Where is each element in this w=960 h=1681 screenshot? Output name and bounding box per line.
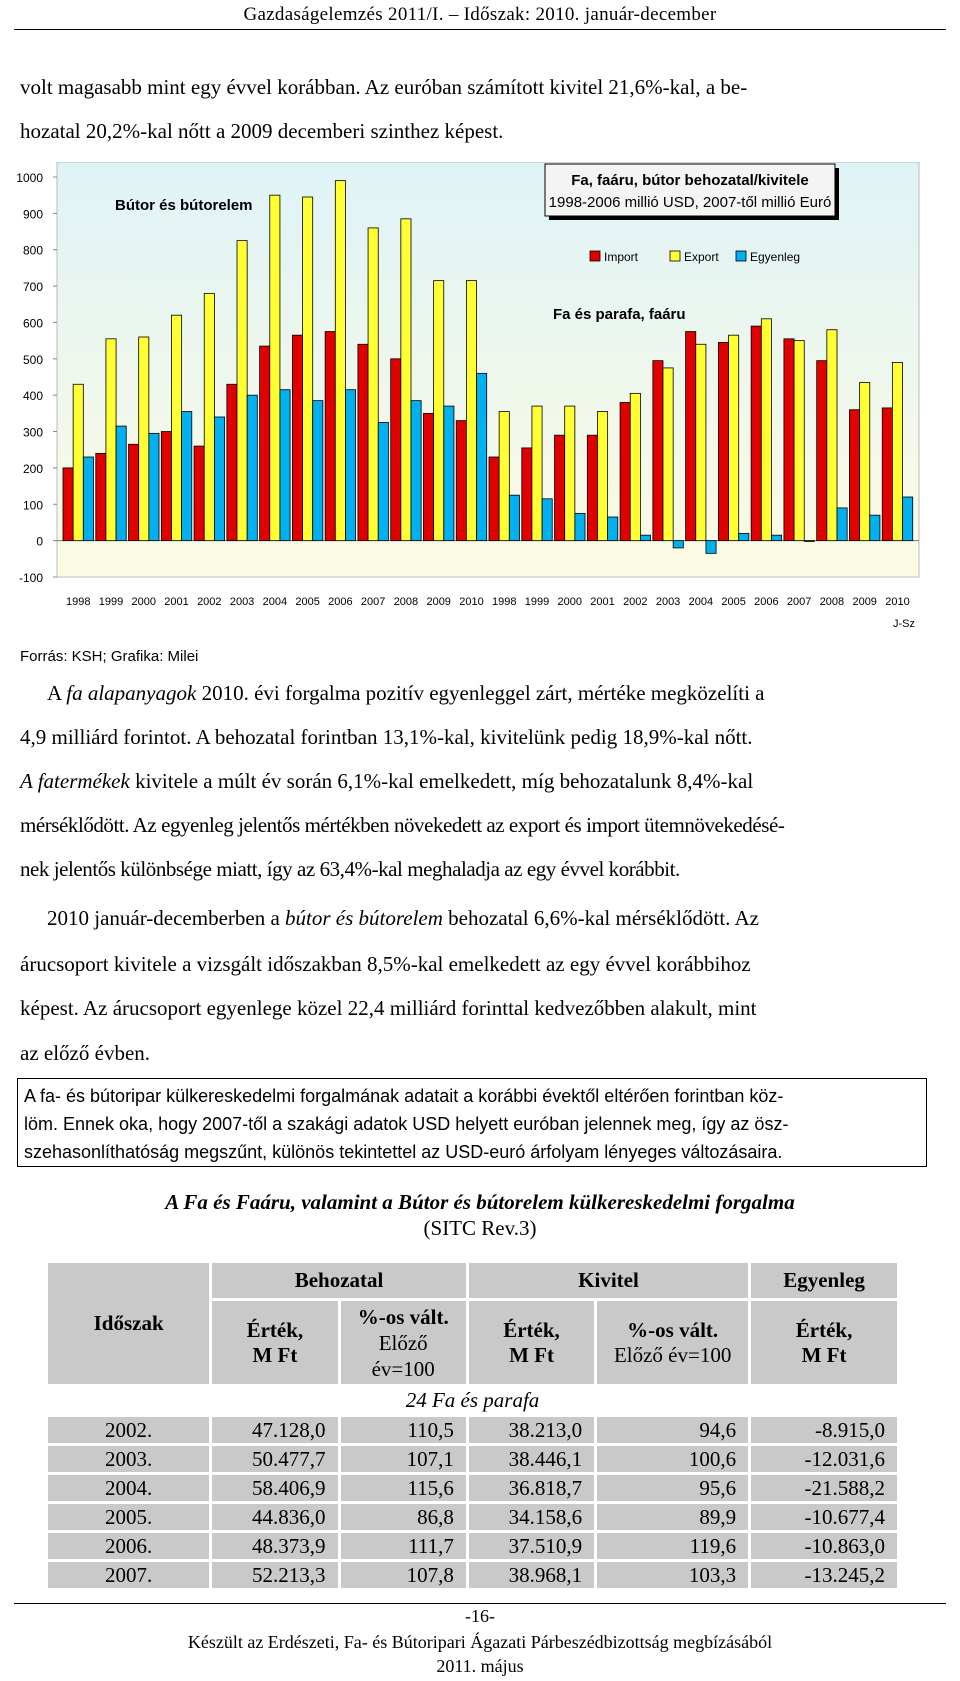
cell-value: 107,8 — [339, 1561, 467, 1590]
intro-line-1: volt magasabb mint egy évvel korábban. Az euróban számított kivitel 21,6%-kal, a be- — [20, 75, 748, 99]
x-tick-label: 2000 — [131, 596, 157, 608]
bar-import — [817, 361, 827, 541]
legend-label-egyenleg: Egyenleg — [750, 250, 801, 264]
header-export-value — [467, 1300, 595, 1386]
table-section-label: 24 Fa és parafa — [47, 1386, 899, 1416]
para2-line-4: az előző évben. — [20, 1041, 151, 1065]
cell-value: 111,7 — [339, 1532, 467, 1561]
y-tick-label: 600 — [22, 316, 43, 331]
x-tick-label: 2001 — [590, 596, 615, 608]
bar-import — [194, 446, 204, 541]
note-box — [17, 1078, 927, 1167]
chart-credit: J-Sz — [893, 618, 915, 630]
x-tick-label: 2009 — [852, 596, 877, 608]
cell-period: 2002. — [47, 1416, 211, 1445]
bar-egyenleg — [771, 535, 781, 540]
y-tick-label: 1000 — [16, 171, 43, 185]
chart-svg — [0, 162, 925, 652]
header-balance-value — [750, 1300, 899, 1386]
bar-import — [522, 448, 532, 541]
footer-line-2: 2011. május — [436, 1656, 524, 1676]
header-import-value — [211, 1300, 339, 1386]
header-export-pct — [596, 1300, 750, 1386]
para1-l1-italic: fa alapanyagok — [66, 681, 197, 705]
bar-import — [423, 413, 433, 540]
x-tick-label: 2005 — [721, 596, 746, 608]
cell-value: 95,6 — [596, 1474, 750, 1503]
para2-l1-pre: 2010 január-decemberben a — [47, 906, 286, 930]
cell-value: 38.968,1 — [467, 1561, 595, 1590]
note-line-3: szehasonlíthatóság megszűnt, különös tekintettel az USD-euró árfolyam lényeges változásaira. — [24, 1142, 783, 1162]
bar-export — [827, 330, 837, 541]
table-row — [47, 1503, 899, 1532]
para2-line-2: árucsoport kivitele a vizsgált időszakban 8,5%-kal emelkedett az egy évvel korábbihoz — [20, 952, 751, 976]
bar-import — [161, 432, 171, 541]
bar-egyenleg — [83, 457, 93, 541]
x-tick-label: 2002 — [197, 596, 222, 608]
bar-egyenleg — [214, 417, 224, 541]
cell-value: 94,6 — [596, 1416, 750, 1445]
x-tick-label: 2003 — [655, 596, 681, 608]
bar-export — [565, 406, 575, 541]
hdr-pct-l2: Előző — [378, 1330, 428, 1355]
legend-swatch-import — [590, 251, 600, 261]
cell-value: 107,1 — [339, 1445, 467, 1474]
bar-import — [882, 408, 892, 541]
bar-export — [335, 181, 345, 541]
y-tick-label: 900 — [22, 207, 43, 222]
bar-import — [227, 384, 237, 540]
bar-export — [368, 228, 378, 541]
bar-egyenleg — [280, 390, 290, 541]
bar-export — [499, 412, 509, 541]
table-subtitle: (SITC Rev.3) — [423, 1216, 537, 1240]
hdr-pct-b-l1: %-os vált. — [627, 1317, 719, 1342]
para1-line-5: nek jelentős különbsége miatt, így az 63,4%-kal meghaladja az egy évvel korábbit. — [20, 857, 680, 881]
bar-import — [292, 335, 302, 540]
hdr-value-l2c: M Ft — [801, 1342, 847, 1367]
table-row — [47, 1474, 899, 1503]
bar-export — [729, 335, 739, 540]
bar-egyenleg — [804, 541, 814, 542]
trade-chart — [0, 162, 925, 652]
x-tick-label: 2005 — [295, 596, 320, 608]
bar-egyenleg — [149, 433, 159, 540]
x-tick-label: 1998 — [65, 596, 91, 608]
bar-export — [696, 344, 706, 540]
cell-value: 86,8 — [339, 1503, 467, 1532]
x-tick-label: 2009 — [426, 596, 451, 608]
y-tick-label: 300 — [22, 425, 43, 440]
bar-export — [73, 384, 83, 540]
table-row — [47, 1532, 899, 1561]
x-tick-label: 1999 — [524, 596, 550, 608]
bar-export — [171, 315, 181, 540]
y-tick-label: 400 — [22, 389, 43, 404]
header-import-pct — [339, 1300, 467, 1386]
bar-egyenleg — [739, 533, 749, 540]
bar-export — [532, 406, 542, 541]
x-tick-label: 2007 — [786, 596, 812, 608]
chart-source: Forrás: KSH; Grafika: Milei — [20, 648, 199, 665]
legend-swatch-export — [670, 251, 680, 261]
bar-export — [892, 362, 902, 540]
para1-line-2: 4,9 milliárd forintot. A behozatal forintban 13,1%-kal, kivitelünk pedig 18,9%-kal nőtt. — [20, 725, 753, 749]
hdr-value-l1b: Érték, — [503, 1317, 560, 1342]
cell-value: 34.158,6 — [467, 1503, 595, 1532]
cell-value: -8.915,0 — [750, 1416, 899, 1445]
bar-export — [860, 382, 870, 540]
bar-egyenleg — [116, 426, 126, 541]
cell-period: 2006. — [47, 1532, 211, 1561]
x-tick-label: 2004 — [262, 596, 288, 608]
para2-line-3: képest. Az árucsoport egyenlege közel 22,4 milliárd forinttal kedvezőbben alakult, mint — [20, 996, 757, 1020]
chart-subtitle: 1998-2006 millió USD, 2007-től millió Euró — [548, 194, 832, 211]
cell-value: 47.128,0 — [211, 1416, 339, 1445]
group-label-furniture: Bútor és bútorelem — [115, 197, 253, 214]
bar-egyenleg — [575, 513, 585, 540]
bar-egyenleg — [477, 373, 487, 540]
cell-value: 50.477,7 — [211, 1445, 339, 1474]
bar-export — [466, 281, 476, 541]
y-tick-label: -100 — [18, 571, 43, 585]
hdr-pct-b-l2: Előző év=100 — [613, 1342, 732, 1367]
header-period: Időszak — [47, 1262, 211, 1386]
para2-line-1 — [20, 906, 942, 931]
note-line-2: löm. Ennek oka, hogy 2007-től a szakági adatok USD helyett euróban jelennek meg, így az ösz- — [24, 1114, 789, 1134]
para1-l3-post: kivitele a múlt év során 6,1%-kal emelkedett, míg behozatalunk 8,4%-kal — [129, 769, 754, 793]
x-tick-label: 2007 — [360, 596, 386, 608]
bar-import — [489, 457, 499, 541]
bar-egyenleg — [542, 499, 552, 541]
cell-value: -10.863,0 — [750, 1532, 899, 1561]
x-tick-label: 2008 — [819, 596, 845, 608]
hdr-pct-l3: év=100 — [371, 1356, 435, 1381]
bar-import — [587, 435, 597, 540]
x-tick-label: 2003 — [229, 596, 255, 608]
hdr-value-l1: Érték, — [246, 1317, 304, 1342]
bar-import — [325, 332, 335, 541]
para1-line-3 — [20, 769, 942, 794]
hdr-value-l2: M Ft — [252, 1342, 298, 1367]
bar-egyenleg — [837, 508, 847, 541]
x-tick-label: 1998 — [491, 596, 517, 608]
bar-import — [96, 453, 106, 540]
bar-export — [761, 319, 771, 541]
bar-export — [237, 241, 247, 541]
cell-value: 37.510,9 — [467, 1532, 595, 1561]
cell-value: 38.213,0 — [467, 1416, 595, 1445]
bar-egyenleg — [509, 495, 519, 540]
bar-import — [555, 435, 565, 540]
cell-value: 115,6 — [339, 1474, 467, 1503]
bar-egyenleg — [313, 401, 323, 541]
bar-export — [794, 341, 804, 541]
cell-value: -13.245,2 — [750, 1561, 899, 1590]
bar-egyenleg — [640, 535, 650, 540]
bar-import — [63, 468, 73, 541]
bar-import — [391, 359, 401, 541]
cell-value: 44.836,0 — [211, 1503, 339, 1532]
page-number: -16- — [465, 1606, 495, 1626]
bar-export — [106, 339, 116, 541]
bar-egyenleg — [444, 406, 454, 541]
bar-import — [620, 402, 630, 540]
cell-value: 38.446,1 — [467, 1445, 595, 1474]
cell-value: 119,6 — [596, 1532, 750, 1561]
table-row — [47, 1561, 899, 1590]
note-line-1: A fa- és bútoripar külkereskedelmi forgalmának adatait a korábbi évektől eltérően forintban köz- — [24, 1086, 784, 1106]
header-balance: Egyenleg — [750, 1262, 899, 1300]
x-tick-label: 2010 — [885, 596, 910, 608]
bar-import — [358, 344, 368, 540]
bar-import — [751, 326, 761, 541]
bar-egyenleg — [706, 541, 716, 554]
cell-value: 36.818,7 — [467, 1474, 595, 1503]
cell-value: 110,5 — [339, 1416, 467, 1445]
bar-import — [129, 444, 139, 540]
hdr-value-l1c: Érték, — [795, 1317, 853, 1342]
x-tick-label: 2002 — [623, 596, 648, 608]
bar-export — [204, 293, 214, 540]
bar-export — [597, 412, 607, 541]
cell-value: 52.213,3 — [211, 1561, 339, 1590]
bar-export — [630, 393, 640, 540]
y-tick-label: 800 — [22, 243, 43, 258]
x-tick-label: 2006 — [754, 596, 779, 608]
legend-swatch-egyenleg — [736, 251, 746, 261]
x-tick-label: 1999 — [98, 596, 124, 608]
para1-l1-pre: A — [47, 681, 67, 705]
bar-import — [456, 421, 466, 541]
para1-line-4: mérséklődött. Az egyenleg jelentős mértékben növekedett az export és import ütemnövekedésé- — [20, 813, 785, 837]
bar-egyenleg — [378, 422, 388, 540]
para1-l3-italic: A fatermékek — [20, 769, 130, 793]
bar-egyenleg — [345, 390, 355, 541]
y-tick-label: 0 — [36, 534, 43, 549]
x-tick-label: 2000 — [557, 596, 583, 608]
table-title: A Fa és Faáru, valamint a Bútor és bútorelem külkereskedelmi forgalma — [165, 1190, 795, 1214]
x-tick-label: 2004 — [688, 596, 714, 608]
bar-import — [653, 361, 663, 541]
cell-value: -21.588,2 — [750, 1474, 899, 1503]
y-tick-label: 100 — [22, 498, 43, 513]
y-tick-label: 200 — [22, 461, 43, 476]
hdr-pct-l1: %-os vált. — [357, 1304, 449, 1329]
para1-l1-post: 2010. évi forgalma pozitív egyenleggel zárt, mértéke megközelíti a — [196, 681, 765, 705]
y-tick-label: 700 — [22, 280, 43, 295]
bar-import — [686, 332, 696, 541]
bar-export — [139, 337, 149, 541]
hdr-value-l2b: M Ft — [509, 1342, 554, 1367]
x-tick-label: 2010 — [459, 596, 484, 608]
y-tick-label: 500 — [22, 352, 43, 367]
bar-export — [663, 368, 673, 541]
header-export: Kivitel — [467, 1262, 749, 1300]
cell-value: -10.677,4 — [750, 1503, 899, 1532]
header-rule — [14, 29, 946, 30]
bar-egyenleg — [870, 515, 880, 540]
bar-egyenleg — [182, 412, 192, 541]
cell-period: 2003. — [47, 1445, 211, 1474]
intro-line-2: hozatal 20,2%-kal nőtt a 2009 decemberi szinthez képest. — [20, 119, 504, 143]
cell-value: -12.031,6 — [750, 1445, 899, 1474]
bar-export — [303, 197, 313, 541]
x-tick-label: 2008 — [393, 596, 419, 608]
bar-import — [849, 410, 859, 541]
bar-egyenleg — [608, 517, 618, 541]
cell-value: 100,6 — [596, 1445, 750, 1474]
footer-rule — [14, 1603, 946, 1604]
table-body — [47, 1416, 899, 1590]
running-header: Gazdaságelemzés 2011/I. – Időszak: 2010. január-december — [243, 4, 717, 25]
bar-egyenleg — [903, 497, 913, 541]
cell-value: 103,3 — [596, 1561, 750, 1590]
para2-l1-italic: bútor és bútorelem — [285, 906, 443, 930]
footer-line-1: Készült az Erdészeti, Fa- és Bútoripari Ágazati Párbeszédbizottság megbízásából — [187, 1632, 773, 1652]
header-import: Behozatal — [211, 1262, 468, 1300]
bar-import — [260, 346, 270, 541]
bar-egyenleg — [673, 541, 683, 548]
bar-import — [784, 339, 794, 541]
legend-label-import: Import — [604, 250, 639, 264]
legend-label-export: Export — [684, 250, 719, 264]
bar-export — [434, 281, 444, 541]
cell-period: 2004. — [47, 1474, 211, 1503]
trade-table — [45, 1260, 900, 1591]
chart-title: Fa, faáru, bútor behozatal/kivitele — [571, 172, 809, 189]
table-row — [47, 1445, 899, 1474]
bar-egyenleg — [247, 395, 257, 540]
para2-l1-post: behozatal 6,6%-kal mérséklődött. Az — [442, 906, 759, 930]
x-tick-label: 2006 — [328, 596, 353, 608]
bar-export — [270, 195, 280, 540]
cell-value: 89,9 — [596, 1503, 750, 1532]
cell-value: 48.373,9 — [211, 1532, 339, 1561]
table-row — [47, 1416, 899, 1445]
cell-value: 58.406,9 — [211, 1474, 339, 1503]
bar-egyenleg — [411, 401, 421, 541]
bar-export — [401, 219, 411, 541]
para1-line-1 — [20, 681, 942, 706]
x-tick-label: 2001 — [164, 596, 189, 608]
cell-period: 2005. — [47, 1503, 211, 1532]
cell-period: 2007. — [47, 1561, 211, 1590]
bar-import — [718, 342, 728, 540]
group-label-wood: Fa és parafa, faáru — [553, 306, 686, 323]
